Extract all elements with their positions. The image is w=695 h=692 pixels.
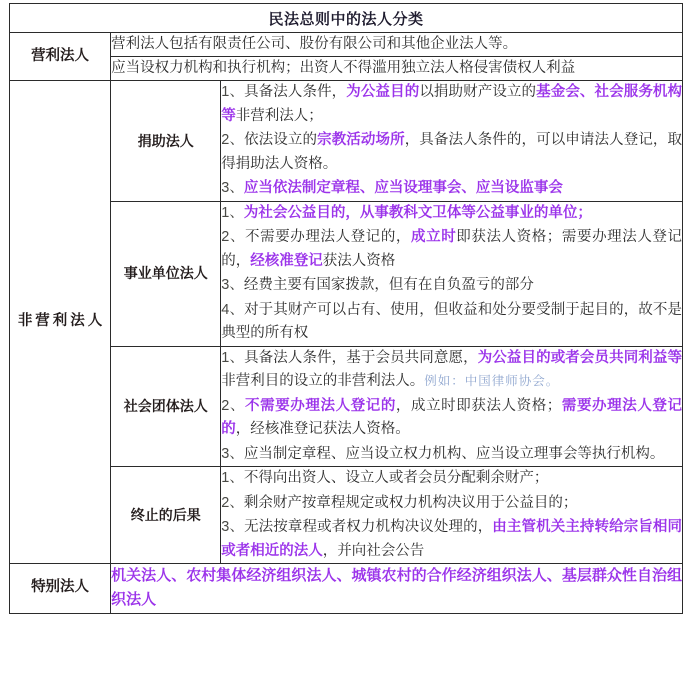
highlighted-text: 基金会、社会服务机构等: [221, 84, 683, 124]
list-item-number: 1、: [221, 470, 244, 487]
body-text: 获法人资格: [322, 252, 396, 269]
body-text: ，并向社会公告: [322, 542, 425, 559]
table-row: [10, 57, 683, 81]
body-text: 依法设立的: [244, 132, 318, 149]
highlighted-text: 由主管机关主持转给宗旨相同或者相近的法人: [221, 519, 683, 559]
table-title-row: [10, 4, 683, 33]
institution-content: [221, 201, 683, 346]
list-item: [221, 202, 682, 225]
list-item-number: 1、: [221, 204, 244, 221]
page-title: 民法总则中的法人分类: [10, 4, 683, 33]
body-text: ，具备法人条件的，可以申请法人登记，取得捐助法人资格。: [221, 132, 683, 172]
body-text: ，经核准登记获法人资格。: [235, 421, 410, 438]
body-text: 不需要办理法人登记的，: [245, 229, 412, 246]
body-text: 剩余财产按章程规定或权力机构决议用于公益目的；: [243, 494, 578, 511]
body-text: 即获法人资格；需要办理法人登记的，: [221, 229, 683, 269]
example-note: 例如：中国律师协会。: [424, 374, 560, 389]
subcategory-label-termination: 终止的后果: [111, 467, 221, 564]
list-item-number: 1、: [221, 84, 245, 101]
list-item: [221, 177, 682, 200]
body-text: 非营利目的设立的非营利法人。: [221, 373, 425, 390]
list-item-number: 3、: [221, 277, 244, 294]
list-item: [221, 299, 682, 346]
highlighted-text: 宗教活动场所: [317, 132, 405, 149]
highlighted-text: 不需要办理法人登记的: [245, 397, 396, 414]
highlighted-text: 应当依法制定章程、应当设理事会、应当设监事会: [243, 180, 563, 197]
termination-content: [221, 467, 683, 564]
list-item-number: 2、: [221, 132, 245, 149]
body-text: 以捐助财产设立的: [419, 84, 537, 101]
highlighted-text: 为公益目的: [346, 84, 420, 101]
category-label-profit: 营利法人: [10, 33, 111, 81]
list-item: [221, 443, 682, 466]
list-item: [221, 492, 682, 515]
list-item-number: 3、: [221, 519, 245, 536]
list-item: [221, 467, 682, 490]
table-row: [10, 564, 683, 614]
list-item: [221, 129, 682, 176]
table-row: [10, 201, 683, 346]
body-text: 不得向出资人、设立人或者会员分配剩余财产；: [243, 470, 549, 487]
subcategory-label-institution: 事业单位法人: [111, 201, 221, 346]
list-item-number: 1、: [221, 349, 245, 366]
highlighted-text: 需要办理法人登记的: [221, 397, 682, 438]
highlighted-text: 经核准登记: [250, 252, 323, 269]
list-item: [221, 347, 682, 394]
body-text: ，成立时即获法人资格；: [395, 397, 562, 414]
table-row: [10, 346, 683, 466]
table-row: [10, 81, 683, 201]
list-item: [221, 516, 682, 563]
social-group-content: [221, 346, 683, 466]
subcategory-label-donation: 捐助法人: [111, 81, 221, 201]
list-item-number: 4、: [221, 301, 245, 318]
body-text: 无法按章程或者权力机构决议处理的，: [244, 519, 493, 536]
table-row: [10, 33, 683, 57]
list-item-number: 2、: [221, 494, 244, 511]
highlighted-text: 成立时: [411, 229, 457, 246]
body-text: 经费主要有国家拨款，但有在自负盈亏的部分: [243, 277, 534, 294]
table-row: [10, 467, 683, 564]
list-item-number: 2、: [221, 229, 246, 246]
profit-line-1: 营利法人包括有限责任公司、股份有限公司和其他企业法人等。: [111, 33, 683, 57]
subcategory-label-social-group: 社会团体法人: [111, 346, 221, 466]
list-item: [221, 274, 682, 297]
category-label-special: 特别法人: [10, 564, 111, 614]
body-text: 对于其财产可以占有、使用，但收益和处分要受制于起目的，故不是典型的所有权: [221, 301, 682, 342]
body-text: 具备法人条件，: [244, 84, 347, 101]
highlighted-text: 为公益目的或者会员共同利益等: [477, 349, 683, 366]
list-item: [221, 81, 682, 128]
body-text: 非营利法人；: [235, 107, 323, 124]
body-text: 应当制定章程、应当设立权力机构、应当设立理事会等执行机构。: [243, 445, 665, 462]
list-item-number: 3、: [221, 445, 244, 462]
list-item-number: 3、: [221, 180, 244, 197]
highlighted-text: 为社会公益目的，从事教科文卫体等公益事业的单位；: [243, 204, 592, 221]
body-text: 具备法人条件，基于会员共同意愿，: [244, 349, 478, 366]
profit-line-2: 应当设权力机构和执行机构；出资人不得滥用独立法人格侵害债权人利益: [111, 57, 683, 81]
list-item-number: 2、: [221, 397, 246, 414]
category-label-nonprofit: 非营利法人: [10, 81, 111, 564]
legal-person-classification-table: [9, 3, 683, 614]
list-item: [221, 395, 682, 442]
list-item: [221, 226, 682, 273]
special-content: 机关法人、农村集体经济组织法人、城镇农村的合作经济组织法人、基层群众性自治组织法人: [111, 564, 683, 614]
donation-content: [221, 81, 683, 201]
